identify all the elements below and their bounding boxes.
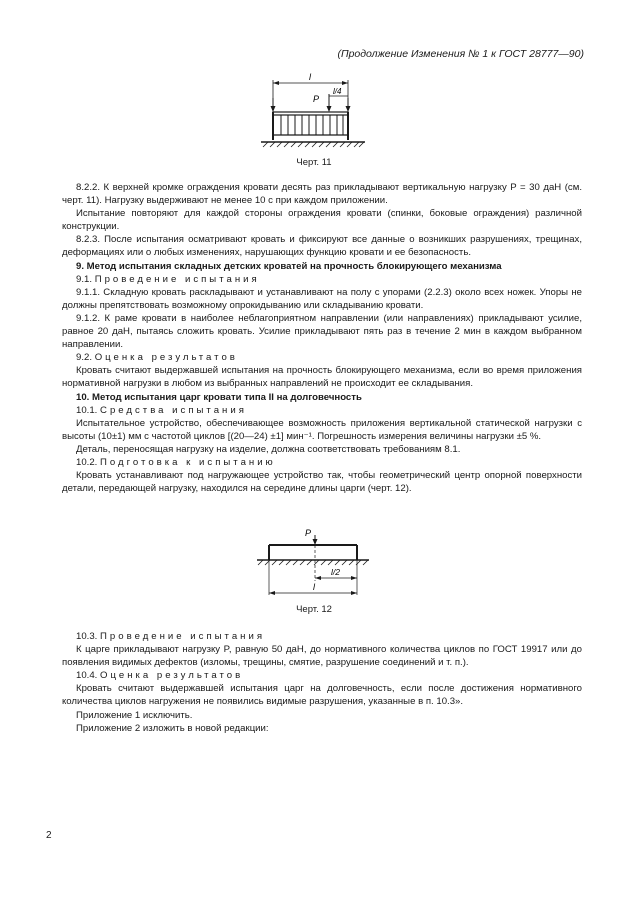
fig12-label-P: P bbox=[305, 528, 312, 538]
fig11-label-l: l bbox=[309, 72, 311, 82]
paragraph-repeat: Испытание повторяют для каждой стороны ограждения кровати (спинки, боковые ограждения) различной конструкции. bbox=[62, 208, 582, 233]
page-header: (Продолжение Изменения № 1 к ГОСТ 28777—90) bbox=[337, 48, 584, 60]
fig11-label-P: P bbox=[313, 94, 320, 104]
subsection-10-1-number: 10.1. bbox=[76, 404, 98, 416]
text-block-1 bbox=[62, 181, 582, 495]
subsection-9-1 bbox=[62, 273, 582, 286]
figure-12 bbox=[255, 523, 380, 601]
subsection-10-3 bbox=[62, 630, 582, 643]
figure-11 bbox=[255, 72, 375, 157]
subsection-9-2 bbox=[62, 351, 582, 364]
figure-12-caption: Черт. 12 bbox=[296, 604, 332, 615]
subsection-10-4 bbox=[62, 669, 582, 682]
paragraph-9-1-2: 9.1.2. К раме кровати в наиболее неблагоприятном направлении (или направлениях) прикладывают усилие, равное 20 даН, пытаясь сложить кровать. Усилие прикладывают пять раз в течение 2 мин в каждом выбранном направлении. bbox=[62, 312, 582, 351]
paragraph-10-2: Кровать устанавливают под нагружающее устройство так, чтобы геометрический центр опорной поверхности детали, передающей нагрузку, находился на середине длины царги (черт. 12). bbox=[62, 470, 582, 495]
paragraph-9-2: Кровать считают выдержавшей испытания на прочность блокирующего механизма, если во время приложения нормативной нагрузки в любом из выбранных направлений не происходит ее складывания. bbox=[62, 365, 582, 390]
subsection-9-1-number: 9.1. bbox=[76, 273, 93, 285]
subsection-10-3-number: 10.3. bbox=[76, 631, 98, 642]
text-block-2 bbox=[62, 630, 582, 735]
subsection-10-4-number: 10.4. bbox=[76, 670, 98, 682]
page-number: 2 bbox=[46, 830, 52, 841]
appendix-1-note: Приложение 1 исключить. bbox=[76, 709, 193, 721]
subsection-10-2-number: 10.2. bbox=[76, 456, 98, 468]
fig12-label-l: l bbox=[313, 582, 315, 592]
paragraph-9-1-1: 9.1.1. Складную кровать раскладывают и устанавливают на полу с упорами (2.2.3) около всех ножек. Упоры не должны препятствовать возможному опрокидыванию или складыванию кровати. bbox=[62, 286, 582, 311]
paragraph-10-1: Испытательное устройство, обеспечивающее возможность приложения вертикальной статической нагрузки с высоты (10±1) мм с частотой циклов [(20—24) ±1] мин⁻¹. Погрешность измерения величины нагрузки ±5 %. bbox=[62, 417, 582, 442]
paragraph-8-2-2: 8.2.2. К верхней кромке ограждения кровати десять раз прикладывают вертикальную нагрузку P = 30 даН (см. черт. 11). Нагрузку выдерживают не менее 10 с при каждом приложении. bbox=[62, 182, 582, 207]
subsection-10-3-title: Проведение испытания bbox=[100, 631, 266, 642]
fig12-label-l2: l/2 bbox=[331, 567, 340, 577]
subsection-9-2-title: Оценка результатов bbox=[94, 352, 238, 364]
paragraph-8-2-3: 8.2.3. После испытания осматривают кровать и фиксируют все данные о возникших разрушениях, трещинах, деформациях или о любых изменениях, нарушающих функцию кровати и ее безопасность. bbox=[62, 234, 582, 259]
subsection-9-2-number: 9.2. bbox=[76, 352, 93, 364]
subsection-10-2-title: Подготовка к испытанию bbox=[100, 456, 276, 468]
paragraph-10-3: К царге прикладывают нагрузку P, равную 50 даН, до нормативного количества циклов по ГОСТ 19917 или до появления видимых дефектов (изломы, трещины, смятие, разрушение соединений и т. п.). bbox=[62, 644, 582, 669]
appendix-2-note: Приложение 2 изложить в новой редакции: bbox=[76, 722, 269, 734]
figure-11-caption: Черт. 11 bbox=[296, 157, 332, 168]
section-10-heading: 10. Метод испытания царг кровати типа II на долговечность bbox=[76, 391, 362, 403]
fig11-label-l4: l/4 bbox=[333, 87, 342, 96]
section-9-heading: 9. Метод испытания складных детских кроватей на прочность блокирующего механизма bbox=[76, 260, 502, 272]
subsection-10-2 bbox=[62, 456, 582, 469]
subsection-10-1-title: Средства испытания bbox=[100, 404, 247, 416]
subsection-10-1 bbox=[62, 404, 582, 417]
subsection-10-4-title: Оценка результатов bbox=[100, 670, 244, 682]
paragraph-10-1-b: Деталь, переносящая нагрузку на изделие, должна соответствовать требованиям 8.1. bbox=[76, 443, 461, 455]
subsection-9-1-title: Проведение испытания bbox=[94, 273, 260, 285]
paragraph-10-4: Кровать считают выдержавшей испытания царг на долговечность, если после достижения нормативного количества циклов нагружения не появились видимые разрушения, указанные в п. 10.3». bbox=[62, 683, 582, 708]
